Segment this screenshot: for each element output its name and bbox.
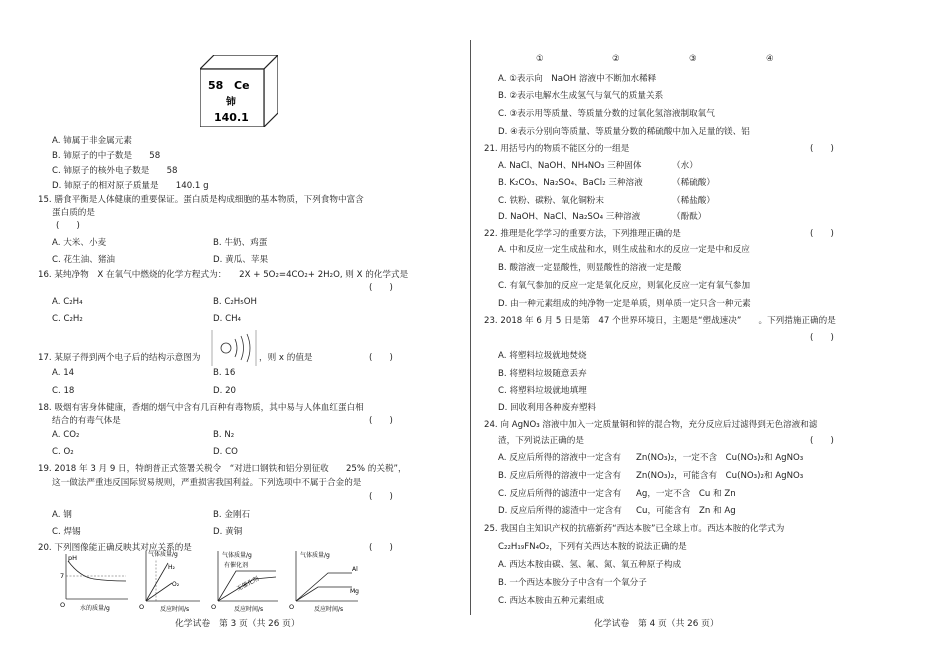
q19-stem: 19. 2018 年 3 月 9 日，特朗普正式签署关税令 “对进口钢铁和铝分别征收 25% 的关税”， [38, 464, 407, 474]
q24-option-b-detail: Zn(NO₃)₂，可能含有 Cu(NO₃)₂和 AgNO₃ [636, 471, 804, 481]
element-card-cerium [200, 55, 278, 127]
graph1-origin: O [60, 601, 66, 609]
q14-option-a: A. 铈属于非金属元素 [52, 136, 132, 146]
q24-stem-2: 渣，下列说法正确的是 [498, 436, 584, 446]
q20-option-d: D. ④表示分别向等质量、等质量分数的稀硫酸中加入足量的镁、铝 [498, 127, 750, 137]
q14-option-d: D. 铈原子的相对原子质量是 140.1 g [52, 181, 209, 191]
q17-option-b: B. 16 [213, 368, 236, 378]
graph2-line2: O₂ [172, 581, 180, 588]
q17-option-d: D. 20 [213, 386, 237, 396]
q18-option-a: A. CO₂ [52, 430, 80, 440]
q24-option-b: B. 反应后所得的溶液中一定含有 [498, 471, 622, 481]
q25-option-a: A. 西达本胺由碳、氢、氟、氮、氧五种原子构成 [498, 560, 682, 570]
q22-option-d: D. 由一种元素组成的纯净物一定是单质，则单质一定只含一种元素 [498, 299, 751, 309]
left-page-footer: 化学试卷 第 3 页（共 26 页） [175, 619, 300, 629]
q15-option-a: A. 大米、小麦 [52, 238, 107, 248]
column-divider [470, 40, 471, 615]
q22-option-a: A. 中和反应一定生成盐和水，则生成盐和水的反应一定是中和反应 [498, 245, 750, 255]
q20-option-b: B. ②表示电解水生成氢气与氧气的质量关系 [498, 91, 664, 101]
q17-stem-tail: ，则 x 的值是 [259, 353, 313, 363]
q18-stem-2: 结合的有毒气体是 [52, 416, 121, 426]
q18-option-d: D. CO [213, 447, 238, 457]
q23-option-c: C. 将塑料垃圾就地填埋 [498, 386, 587, 396]
q16-option-d: D. CH₄ [213, 314, 241, 324]
q19-option-b: B. 金刚石 [213, 510, 251, 520]
graph2-xlabel: 反应时间/s [160, 606, 190, 613]
q24-paren: ( ) [810, 436, 834, 446]
q21-option-c: C. 铁粉、碳粉、氧化铜粉末 [498, 196, 604, 206]
q21-reagent-a: （水） [672, 161, 698, 171]
right-page-footer: 化学试卷 第 4 页（共 26 页） [594, 619, 719, 629]
q20-graph-3 [210, 549, 282, 613]
q25-option-c: C. 西达本胺由五种元素组成 [498, 596, 604, 606]
q20-option-a: A. ①表示向 NaOH 溶液中不断加水稀释 [498, 74, 657, 84]
graph4-origin: O [289, 603, 295, 611]
q22-option-c: C. 有氧气参加的反应一定是氧化反应，则氧化反应一定有氧气参加 [498, 281, 751, 291]
element-mass: 140.1 [214, 111, 249, 124]
q24-option-a: A. 反应后所得的溶液中一定含有 [498, 453, 621, 463]
graph1-ylabel: pH [68, 554, 78, 562]
atom-structure-diagram [210, 328, 258, 368]
q15-option-b: B. 牛奶、鸡蛋 [213, 238, 268, 248]
graph4-ylabel: 气体质量/g [300, 552, 330, 559]
q20-graph-2 [138, 549, 204, 613]
q20-graph-4 [288, 549, 364, 613]
q21-option-a: A. NaCl、NaOH、NH₄NO₃ 三种固体 [498, 161, 642, 171]
q22-option-b: B. 酸溶液一定显酸性，则显酸性的溶液一定是酸 [498, 263, 682, 273]
q24-stem: 24. 向 AgNO₃ 溶液中加入一定质量铜和锌的混合物，充分反应后过滤得到无色溶液和滤 [484, 420, 818, 430]
q20-graph-1 [58, 551, 132, 613]
q17-option-a: A. 14 [52, 368, 75, 378]
q23-option-d: D. 回收利用各种废弃塑料 [498, 403, 597, 413]
q17-option-c: C. 18 [52, 386, 75, 396]
q18-option-c: C. O₂ [52, 447, 74, 457]
q22-stem: 22. 推理是化学学习的重要方法，下列推理正确的是 [484, 229, 681, 239]
q20-marker-3: ③ [689, 54, 697, 64]
q19-option-c: C. 焊锡 [52, 527, 81, 537]
graph3-origin: O [211, 603, 217, 611]
q24-option-d: D. 反应后所得的滤渣中一定含有 [498, 506, 622, 516]
q21-reagent-c: （稀盐酸） [672, 196, 715, 206]
q25-stem: 25. 我国自主知识产权的抗癌新药“西达本胺”已全球上市。西达本胺的化学式为 [484, 524, 785, 534]
q15-stem: 15. 膳食平衡是人体健康的重要保证。蛋白质是构成细胞的基本物质，下列食物中富含 [38, 195, 364, 205]
q15-option-d: D. 黄瓜、苹果 [213, 255, 269, 265]
q24-option-c-detail: Ag，一定不含 Cu 和 Zn [636, 489, 736, 499]
q25-stem-2: C₂₂H₁₉FN₄O₂，下列有关西达本胺的说法正确的是 [498, 542, 687, 552]
graph3-line1: 有催化剂 [224, 562, 249, 569]
q21-reagent-b: （稀硫酸） [672, 178, 715, 188]
q23-stem: 23. 2018 年 6 月 5 日是第 47 个世界环境日，主题是“塑战速决” 。下列措施正确的是 [484, 316, 836, 326]
graph4-xlabel: 反应时间/s [314, 606, 344, 613]
q18-stem: 18. 吸烟有害身体健康，香烟的烟气中含有几百种有毒物质，其中易与人体血红蛋白相 [38, 403, 364, 413]
q17-paren: ( ) [369, 353, 393, 363]
q20-marker-4: ④ [766, 54, 774, 64]
q18-option-b: B. N₂ [213, 430, 235, 440]
q14-option-c: C. 铈原子的核外电子数是 58 [52, 166, 178, 176]
q24-option-c: C. 反应后所得的滤渣中一定含有 [498, 489, 622, 499]
q24-option-a-detail: Zn(NO₃)₂，一定不含 Cu(NO₃)₂和 AgNO₃ [636, 453, 804, 463]
q25-option-b: B. 一个西达本胺分子中含有一个氧分子 [498, 578, 647, 588]
q23-paren: ( ) [810, 333, 834, 343]
q21-paren: ( ) [810, 144, 834, 154]
q20-option-c: C. ③表示用等质量、等质量分数的过氧化氢溶液制取氧气 [498, 109, 715, 119]
q23-option-a: A. 将塑料垃圾就地焚烧 [498, 351, 587, 361]
q14-option-b: B. 铈原子的中子数是 58 [52, 151, 161, 161]
q16-option-a: A. C₂H₄ [52, 297, 83, 307]
graph4-line1: Al [352, 566, 358, 573]
q21-option-d: D. NaOH、NaCl、Na₂SO₄ 三种溶液 [498, 212, 641, 222]
q15-option-c: C. 花生油、猪油 [52, 255, 116, 265]
q16-option-c: C. C₂H₂ [52, 314, 83, 324]
graph1-xlabel: 水的质量/g [80, 605, 110, 612]
q21-reagent-d: （酚酞） [672, 212, 707, 222]
graph3-ylabel: 气体质量/g [222, 552, 252, 559]
graph2-origin: O [139, 603, 145, 611]
q19-option-d: D. 黄铜 [213, 527, 243, 537]
q17-stem: 17. 某原子得到两个电子后的结构示意图为 [38, 353, 201, 363]
q23-option-b: B. 将塑料垃圾随意丢弃 [498, 369, 587, 379]
q20-marker-2: ② [612, 54, 620, 64]
q19-option-a: A. 钢 [52, 510, 72, 520]
graph2-line1: H₂ [168, 564, 175, 571]
graph1-tick: 7 [60, 572, 65, 580]
graph4-line2: Mg [350, 588, 359, 595]
q20-marker-1: ① [536, 54, 544, 64]
q20-paren: ( ) [369, 543, 393, 553]
q16-paren: ( ) [369, 283, 393, 293]
q21-stem: 21. 用括号内的物质不能区分的一组是 [484, 144, 630, 154]
q24-option-d-detail: Cu，可能含有 Zn 和 Ag [636, 506, 736, 516]
q21-option-b: B. K₂CO₃、Na₂SO₄、BaCl₂ 三种溶液 [498, 178, 643, 188]
q20-stem: 20. 下列图像能正确反映其对应关系的是 [38, 543, 192, 553]
graph3-xlabel: 反应时间/s [234, 606, 264, 613]
q18-paren: ( ) [369, 416, 393, 426]
q22-paren: ( ) [810, 229, 834, 239]
element-symbol: Ce [234, 79, 250, 92]
q15-stem-2: 蛋白质的是 [52, 208, 95, 218]
graph3-line2: 无催化剂 [235, 575, 261, 593]
q19-paren: ( ) [369, 492, 393, 502]
q16-stem: 16. 某纯净物 X 在氧气中燃烧的化学方程式为： 2X + 5O₂=4CO₂+ 2H₂O, 则 X 的化学式是 [38, 270, 409, 280]
graph2-ylabel: 气体质量/g [148, 551, 178, 558]
element-number: 58 [208, 79, 224, 92]
element-name: 铈 [226, 97, 236, 108]
q19-stem-2: 这一做法严重违反国际贸易规则，严重损害我国利益。下列选项中不属于合金的是 [52, 478, 362, 488]
q16-option-b: B. C₂H₅OH [213, 297, 257, 307]
q15-paren: ( ) [56, 221, 80, 231]
